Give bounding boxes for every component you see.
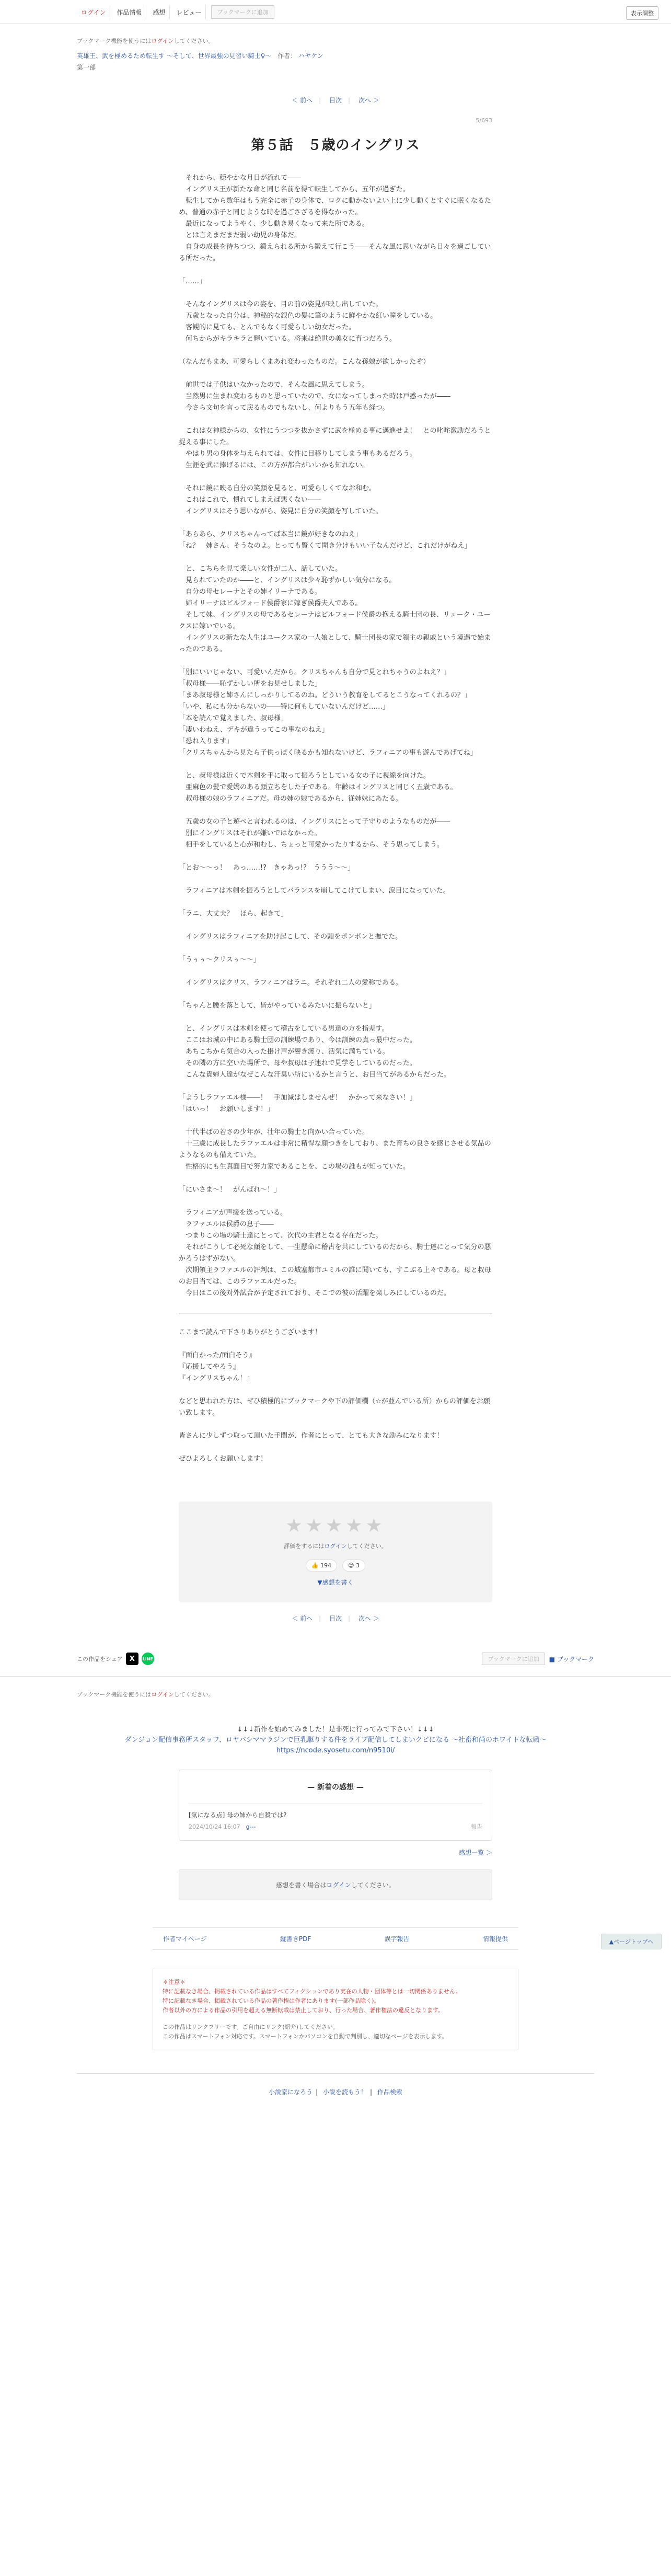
body-paragraph [179, 345, 492, 356]
review-link[interactable]: レビュー [172, 5, 206, 19]
body-paragraph [179, 1012, 492, 1023]
body-paragraph: イングリスはクリス、ラフィニアはラニ。それぞれ二人の愛称である。 [179, 979, 402, 987]
body-paragraph: 自分の母セレーナとその姉イリーナである。 [179, 588, 322, 596]
prev-link-bottom[interactable]: ＜ 前へ [292, 1615, 313, 1622]
body-paragraph: 今日はこの後対外試合が予定されており、そこでの彼の活躍を楽しみにしているのだ。 [179, 1289, 451, 1297]
body-paragraph: 「とお～～っ！ あっ……!? きゃあっ!? ううう～～」 [179, 864, 354, 872]
syosetu-home-link[interactable]: 小説家になろう [269, 2088, 313, 2096]
body-paragraph: 何ちからがキラキラと輝いている。将来は絶世の美女に育つだろう。 [179, 335, 397, 343]
body-paragraph [179, 1173, 492, 1184]
author-link[interactable]: ハヤケン [298, 52, 323, 60]
write-login-link[interactable]: ログイン [326, 1881, 351, 1889]
eval-note-text: 評価をするには [284, 1543, 325, 1550]
notice-line: この作品はリンクフリーです。ご自由にリンク(紹介)してください。 [163, 2024, 339, 2030]
notice-box [153, 1969, 518, 2050]
typo-report-link[interactable]: 誤字報告 [384, 1935, 410, 1943]
bookmark-login-notice-bottom [77, 1690, 594, 1699]
body-paragraph: 「まあ叔母様と姉さんにしっかりしてるのね。どういう教育をしてるとこうなってくれるの？」 [179, 691, 471, 699]
body-paragraph: 「凄いわねえ、デキが違うってこの事なのねえ」 [179, 726, 329, 734]
body-paragraph [179, 851, 492, 862]
afterword-paragraph [179, 1338, 492, 1350]
notice-line: 特に記載なき場合、掲載されている作品はすべてフィクションであり実在の人物・団体等とは一切関係ありません。 [163, 1988, 461, 1995]
chapter-body [179, 172, 492, 1299]
body-paragraph [179, 897, 492, 908]
body-paragraph: 次期領主ラファエルの評判は、この城塞都市ユミルの誰に聞いても、すこぶる上々である。母と叔母のお目当ては、このラファエルだった。 [179, 1266, 491, 1286]
body-paragraph: 「いや、私にも分からないの――特に何もしていないんだけど……」 [179, 703, 389, 711]
write-impression-link[interactable]: ▼感想を書く [317, 1579, 354, 1586]
body-paragraph: ラファエルは侯爵の息子―― [179, 1220, 274, 1228]
body-paragraph: その隣の方に空いた場所で、母や叔母は子連れで見学をしているのだった。 [179, 1059, 417, 1067]
body-paragraph: イングリス王が新たな命と同じ名前を得て転生してから、五年が過ぎた。 [179, 186, 410, 193]
body-paragraph: 「ちゃんと腰を落として、皆がやっているみたいに振らないと」 [179, 1002, 376, 1010]
pager-bottom: ＜ 前へ | 目次 | 次へ ＞ [292, 1615, 379, 1622]
series-title-link[interactable]: 英雄王、武を極めるため転生す ～そして、世界最強の見習い騎士♀～ [77, 52, 272, 60]
afterword-paragraph: 『面白かった/面白そう』 [179, 1351, 256, 1359]
bookmark-add-button-bottom[interactable]: ブックマークに追加 [482, 1653, 545, 1665]
body-paragraph: そして妹、イングリスの母であるセレーナはビルフォード侯爵の抱える騎士団の長、リューク・ユークスに嫁いでいる。 [179, 611, 491, 630]
share-bookmark-area [482, 1653, 594, 1665]
body-paragraph: 「本を読んで覚えました、叔母様」 [179, 714, 288, 722]
smile-icon: 😊 [348, 1562, 354, 1569]
section-divider [0, 1676, 671, 1677]
body-paragraph: 相手をしていると心が和むし、ちょっと可愛かったりするから、そう思ってしまう。 [179, 841, 444, 849]
body-paragraph: 叔母様の娘のラフィニアだ。母の姉の娘であるから、従姉妹にあたる。 [179, 795, 402, 803]
body-paragraph: 「うぅぅ～クリスぅ～～」 [179, 956, 260, 964]
body-paragraph [179, 966, 492, 977]
body-paragraph: とは言えまだまだ弱い幼児の身体だ。 [179, 232, 302, 239]
eval-login-link[interactable]: ログイン [324, 1543, 347, 1550]
good-count: 3 [356, 1562, 360, 1569]
body-paragraph: 今さら文句を言って戻るものでもないし、何よりもう五年も経つ。 [179, 404, 389, 412]
afterword-paragraph: ここまで読んで下さりありがとうございます！ [179, 1329, 322, 1336]
notice-text-suffix: してください。 [173, 38, 214, 44]
notice2-text: ブックマーク機能を使うには [77, 1691, 152, 1698]
body-paragraph: 最近になってようやく、少し動き易くなって来た所である。 [179, 220, 369, 228]
afterword-paragraph: 『応援してやろう』 [179, 1363, 240, 1371]
evaluation-login-note [179, 1542, 492, 1550]
body-paragraph: 別にイングリスはそれが嫌いではなかった。 [179, 829, 321, 837]
body-paragraph: 「にいさま～！ がんばれ～！」 [179, 1186, 281, 1194]
body-paragraph: そんなイングリスは今の姿を、目の前の姿見が映し出していた。 [179, 301, 383, 308]
write-login-text: 感想を書く場合は [276, 1881, 327, 1889]
body-paragraph: あちこちから気合の入った掛け声が響き渡り、活気に満ちている。 [179, 1048, 389, 1056]
impression-author-link[interactable]: g--- [246, 1823, 256, 1830]
body-paragraph: 転生してから数年はもう完全に赤子の身体で、ロクに動かないよい上に少し動くとすぐに眠くなるため、普通の赤子と同じような時を過ごさざるを得なかった。 [179, 197, 491, 216]
afterword-paragraph [179, 1384, 492, 1396]
next-link-bottom[interactable]: 次へ ＞ [358, 1615, 379, 1622]
body-paragraph [179, 287, 492, 299]
impression-date: 2024/10/24 16:07 [189, 1823, 240, 1830]
display-settings-button[interactable]: 表示調整 [626, 6, 658, 20]
body-paragraph [179, 471, 492, 483]
body-paragraph [179, 1115, 492, 1127]
body-paragraph [179, 920, 492, 931]
author-promo [0, 1725, 671, 1756]
x-share-icon[interactable]: X [126, 1653, 138, 1665]
search-link[interactable]: 作品検索 [377, 2088, 402, 2096]
body-paragraph: つまりこの場の騎士達にとって、次代の主君となる存在だった。 [179, 1232, 383, 1240]
afterword-paragraph: ぜひよろしくお願いします！ [179, 1455, 268, 1463]
body-paragraph: 「……」 [179, 278, 206, 285]
body-paragraph: ラフィニアが声援を送っている。 [179, 1209, 287, 1217]
body-paragraph: 五歳となった自分は、神秘的な銀色の髪に筆のように鮮やかな紅い瞳をしている。 [179, 312, 437, 320]
body-paragraph: 見られていたのか――と、イングリスは少々恥ずかしい気分になる。 [179, 576, 396, 584]
header-section [77, 24, 594, 72]
body-paragraph: 亜麻色の髪で愛嬌のある顔立ちをした子である。年齢はイングリスと同じく五歳である。 [179, 783, 457, 791]
body-paragraph: イングリスはラフィニアを助け起こして、その頭をポンポンと撫でた。 [179, 933, 402, 941]
body-paragraph [179, 517, 492, 529]
body-paragraph: 五歳の女の子と遊べと言われるのは、イングリスにとって子守りのようなものだが―― [179, 818, 450, 826]
page-count: 5/693 [476, 117, 492, 124]
page-top-button[interactable]: ▲ページトップへ [601, 1934, 662, 1949]
body-paragraph [179, 1081, 492, 1092]
body-paragraph [179, 805, 492, 816]
body-paragraph: 「クリスちゃんから見たら子供っぽく映るかも知れないけど、ラフィニアの事も遊んであげてね」 [179, 749, 477, 757]
notice-line: 作者以外の方による作品の引用を超える無断転載は禁止しており、行った場合、著作権法の違反となります。 [163, 2007, 444, 2014]
latest-impressions-title: — 新着の感想 — [307, 1783, 364, 1792]
toc-link-bottom[interactable]: 目次 [329, 1615, 342, 1622]
body-paragraph [179, 264, 492, 276]
body-paragraph: 「叔母様――恥ずかしい所をお見せしました」 [179, 680, 322, 688]
promo-title-link[interactable]: ダンジョン配信事務所スタッフ、ロヤバシママラジンで巨乳駆りする件をライブ配信してしまいクビになる ～社畜和尚のホワイトな転職～ [124, 1736, 547, 1744]
body-paragraph [179, 368, 492, 379]
series-info [77, 51, 594, 61]
body-paragraph [179, 414, 492, 425]
evaluation-box [179, 1501, 492, 1602]
body-paragraph [179, 874, 492, 885]
impression-report-link[interactable]: 報告 [471, 1823, 482, 1830]
body-paragraph [179, 943, 492, 954]
write-login-box [179, 1869, 492, 1900]
line-share-icon[interactable]: LINE [142, 1653, 154, 1665]
like-count: 194 [320, 1562, 332, 1569]
impressions-link[interactable]: 感想 [148, 5, 170, 19]
body-paragraph: 姉イリーナはビルフォード侯爵家に嫁ぎ侯爵夫人である。 [179, 599, 362, 607]
body-paragraph: 「別にいいじゃない、可愛いんだから。クリスちゃんも自分で見とれちゃうのよねえ？」 [179, 668, 450, 676]
notice2-login-link[interactable]: ログイン [151, 1691, 174, 1698]
promo-url-link[interactable]: https://ncode.syosetu.com/n9510i/ [276, 1747, 395, 1754]
body-paragraph: 「恐れ入ります」 [179, 737, 234, 745]
body-paragraph: 「あらあら、クリスちゃんってば本当に鏡が好きなのねえ」 [179, 530, 362, 538]
body-paragraph: 十代半ばの若さの少年が、壮年の騎士と向かい合っていた。 [179, 1128, 369, 1136]
body-paragraph [179, 655, 492, 667]
body-paragraph: と、こちらを見て楽しい女性が二人、話していた。 [179, 565, 342, 573]
chapter-part-label: 第一部 [77, 64, 96, 71]
body-paragraph: 「ラニ、大丈夫？ ほら、起きて」 [179, 910, 288, 918]
yomou-link[interactable]: 小説を読もう！ [322, 2088, 367, 2096]
bookmark-add-button[interactable]: ブックマークに追加 [211, 5, 274, 19]
body-paragraph: 前世では子供はいなかったので、そんな風に思えてしまう。 [179, 381, 369, 389]
afterword-paragraph: 皆さんに少しずつ取って頂いた手間が、作者にとって、とても大きな励みになります！ [179, 1432, 444, 1440]
top-navbar [0, 0, 671, 24]
bookmark-link-label: ブックマーク [557, 1655, 594, 1663]
notice2-suffix: してください。 [173, 1691, 214, 1698]
prev-link[interactable]: ＜ 前へ [292, 97, 313, 104]
bookmark-icon: ■ [549, 1655, 555, 1663]
top-navbar-inner [77, 0, 594, 24]
afterword-paragraph: 『イングリスちゃん！』 [179, 1374, 253, 1382]
body-paragraph: と、イングリスは木剣を使って稽古をしている男達の方を指差す。 [179, 1025, 389, 1033]
impression-title: [気になる点] 母の姉から自殺では? [189, 1811, 287, 1819]
afterword-paragraph [179, 1442, 492, 1453]
body-paragraph: イングリスはそう思いながら、姿見に自分の笑顔を写していた。 [179, 507, 383, 515]
share-row [77, 1651, 594, 1667]
promo-heading: ↓↓↓新作を始めてみました！是非死に行ってみて下さい！↓↓↓ [237, 1726, 434, 1734]
notice-login-link[interactable]: ログイン [151, 38, 174, 44]
notice-line: この作品はスマートフォン対応です。スマートフォンかパソコンを自動で判別し、適切なページを表示します。 [163, 2033, 448, 2040]
impressions-list-link[interactable]: 感想一覧 ＞ [459, 1849, 492, 1856]
impression-item[interactable] [189, 1804, 482, 1831]
good-reaction-button[interactable] [342, 1560, 365, 1572]
body-paragraph [179, 759, 492, 770]
body-paragraph: それに鏡に映る自分の笑顔を見ると、可愛らしくてなお和む。 [179, 484, 376, 492]
site-bottom-links: 小説家になろう | 小説を読もう！ | 作品検索 [77, 2073, 594, 2117]
body-paragraph: ラフィニアは木剣を振ろうとしてバランスを崩してこけてしまい、涙目になっていた。 [179, 887, 450, 895]
body-paragraph: 「はいっ！ お願いします！」 [179, 1105, 274, 1113]
impression-meta [189, 1822, 482, 1831]
body-paragraph: 客観的に見ても、とんでもなく可愛らしい幼女だった。 [179, 324, 356, 331]
share-label: この作品をシェア [77, 1656, 123, 1662]
body-paragraph: と、叔母様は近くで木剣を手に取って振ろうとしている女の子に視線を向けた。 [179, 772, 431, 780]
vertical-pdf-link[interactable]: 縦書きPDF [280, 1935, 311, 1943]
body-paragraph: 生涯を武に捧げるには、この方が都合がいいかも知れない。 [179, 461, 369, 469]
body-paragraph: これは女神様からの、女性にうつつを抜かさずに武を極める事に邁進せよ！ との叱咤激励だろうと捉える事にした。 [179, 427, 491, 446]
body-paragraph: 当然男に生まれ変わるものと思っていたので、女になってしまった時は戸惑ったが―― [179, 392, 450, 400]
write-login-suffix: してください。 [351, 1881, 395, 1889]
bookmark-login-notice [77, 24, 594, 51]
body-paragraph [179, 989, 492, 1000]
novel-info-link[interactable]: 作品情報 [112, 5, 146, 19]
reaction-buttons [179, 1560, 492, 1572]
body-paragraph: 「ね？ 姉さん、そうなのよ。とっても賢くて聞き分けもいい子なんだけど、これだけがねえ」 [179, 542, 471, 550]
body-paragraph: ここはお城の中にある騎士団の訓練場であり、今は訓練の真っ最中だった。 [179, 1036, 417, 1044]
toc-link[interactable]: 目次 [329, 97, 342, 104]
eval-note-suffix: してください。 [346, 1543, 387, 1550]
notice-head: ＊注意＊ [163, 1979, 186, 1985]
author-label: 作者： [277, 52, 297, 60]
body-paragraph: これはこれで、慣れてしまえば悪くない―― [179, 496, 321, 504]
body-paragraph: （なんだもまあ、可愛らしくまあれ変わったものだ。こんな孫娘が欲しかったぞ） [179, 358, 430, 366]
body-paragraph [179, 1196, 492, 1207]
chapter-content [179, 117, 492, 1465]
latest-impressions-box [179, 1770, 492, 1841]
afterword-paragraph: などと思われた方は、ぜひ積極的にブックマークや下の評価欄（☆が並んでいる所）からの評価をお願い致します。 [179, 1397, 490, 1417]
pager-top: ＜ 前へ | 目次 | 次へ ＞ [292, 97, 379, 104]
body-paragraph: それがこうして必死な顔をして、一生懸命に稽古を共にしているのだから、騎士達にとって気分の悪かろうはずがない。 [179, 1243, 491, 1263]
bookmark-link[interactable] [549, 1655, 594, 1664]
rating-stars[interactable]: ★★★★★ [285, 1515, 386, 1537]
author-mypage-link[interactable]: 作者マイページ [163, 1935, 207, 1943]
afterword [179, 1327, 492, 1465]
body-paragraph: イングリスの新たな人生はユークス家の一人娘として、騎士団長の家で領主の親戚という境遇で始まったのである。 [179, 634, 491, 653]
body-paragraph: 自身の成長を待ちつつ、鍛えられる所から鍛えて行こう――そんな風に思いながら日々を過ごしている所だった。 [179, 243, 491, 262]
notice-line: 特に記載なき場合、掲載されている作品の著作権は作者にあります(一部作品除く)。 [163, 1997, 380, 2004]
afterword-paragraph [179, 1419, 492, 1430]
body-paragraph [179, 552, 492, 563]
body-paragraph: 十三歳に成長したラファエルは非常に精悍な顔つきをしており、また育ちの良さを感じさせる気品のようなものも備えていた。 [179, 1140, 491, 1159]
login-link[interactable]: ログイン [77, 5, 110, 19]
notice-text: ブックマーク機能を使うには [77, 38, 152, 44]
body-paragraph: こんな貴婦人達がなぜこんな汗臭い所にいるかと言うと、お目当てがあるからだった。 [179, 1071, 451, 1079]
footer-links [153, 1927, 518, 1950]
info-provide-link[interactable]: 情報提供 [482, 1935, 508, 1943]
body-paragraph: やはり男の身体を与えられては、女性に目移りしてしまう事もあるだろう。 [179, 450, 417, 458]
like-reaction-button[interactable] [306, 1560, 337, 1572]
body-paragraph: 「ようしラファエル様――！ 手加減はしませんぜ！ かかって来なさい！」 [179, 1094, 417, 1102]
body-paragraph: 性格的にも生真面目で努力家であることを、この場の誰もが知っていた。 [179, 1163, 410, 1171]
chapter-title: 第５話 ５歳のイングリス [251, 137, 420, 153]
body-paragraph: それから、穏やかな月日が流れて―― [179, 174, 302, 182]
next-link[interactable]: 次へ ＞ [358, 97, 379, 104]
thumbs-up-icon: 👍 [311, 1562, 319, 1569]
